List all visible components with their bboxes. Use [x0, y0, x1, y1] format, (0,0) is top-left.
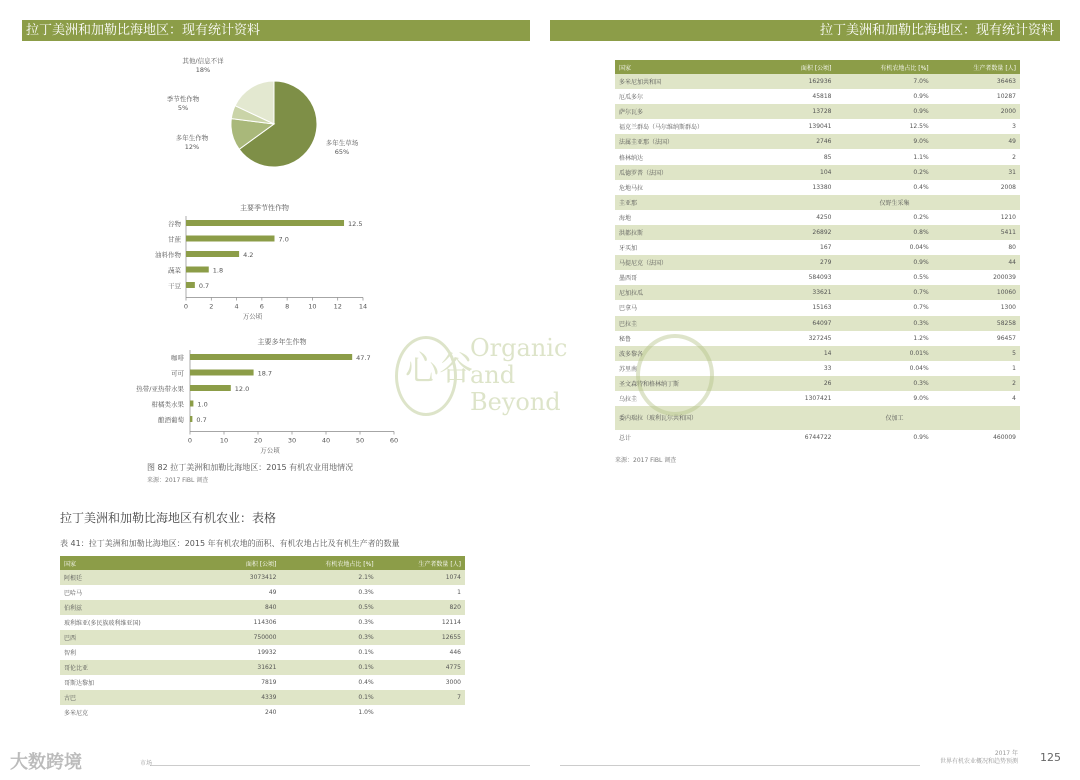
x-tick-label: 60 — [389, 436, 399, 445]
table-cell: 0.3% — [281, 585, 378, 600]
pie-slice-value: 18% — [195, 66, 211, 74]
table-cell: 1 — [933, 361, 1020, 376]
table-cell: 1300 — [933, 300, 1020, 315]
table-row — [60, 675, 465, 690]
table-row — [60, 570, 465, 585]
column-header: 有机农地占比 [%] — [281, 556, 378, 570]
table-row — [615, 74, 1020, 89]
organic-beyond-watermark — [395, 330, 590, 425]
table-cell: 0.5% — [281, 600, 378, 615]
header-title-left: 拉丁美洲和加勒比海地区：现有统计资料 — [26, 23, 261, 38]
table-cell: 1.1% — [836, 149, 933, 164]
x-tick-label: 4 — [234, 302, 239, 311]
table-cell: 伯利兹 — [60, 600, 214, 615]
x-tick-label: 2 — [209, 302, 214, 311]
table-cell: 167 — [769, 240, 836, 255]
category-label: 可可 — [171, 369, 184, 378]
table-cell: 0.9% — [836, 255, 933, 270]
table-cell — [378, 705, 465, 720]
table-cell: 13380 — [769, 180, 836, 195]
table-cell: 3 — [933, 119, 1020, 134]
column-header: 面积 [公顷] — [769, 60, 836, 74]
table-cell: 乌拉圭 — [615, 391, 769, 406]
table-cell: 萨尔瓦多 — [615, 104, 769, 119]
table-cell: 6744722 — [769, 430, 836, 445]
table-cell: 苏里南 — [615, 361, 769, 376]
table-cell: 820 — [378, 600, 465, 615]
table-left — [60, 556, 465, 720]
bar-value-label: 7.0 — [278, 235, 289, 244]
pie-slice-label: 多年生草场 — [325, 139, 359, 147]
pie-slice-value: 5% — [177, 104, 189, 112]
table-cell: 哥斯达黎加 — [60, 675, 214, 690]
table-cell: 0.2% — [836, 165, 933, 180]
table-cell: 2.1% — [281, 570, 378, 585]
table-cell: 0.04% — [836, 240, 933, 255]
table-cell: 1307421 — [769, 391, 836, 406]
table-cell: 仅野生采集 — [769, 195, 1020, 210]
table-cell: 秘鲁 — [615, 331, 769, 346]
table-cell: 5411 — [933, 225, 1020, 240]
pie-slice-label: 季节性作物 — [166, 95, 200, 103]
table-cell: 750000 — [214, 630, 281, 645]
bar — [190, 370, 254, 376]
footer-left-small: 市场 — [140, 760, 153, 767]
table-cell: 洪都拉斯 — [615, 225, 769, 240]
table-cell: 44 — [933, 255, 1020, 270]
category-label: 咖啡 — [171, 354, 184, 362]
bar-value-label: 18.7 — [257, 369, 273, 378]
table-cell: 2 — [933, 376, 1020, 391]
table-cell: 巴拉圭 — [615, 316, 769, 331]
category-label: 谷物 — [168, 220, 181, 228]
table-cell: 104 — [769, 165, 836, 180]
table-cell: 12.5% — [836, 119, 933, 134]
table-cell: 2 — [933, 149, 1020, 164]
x-tick-label: 50 — [355, 436, 365, 445]
table-cell: 200039 — [933, 270, 1020, 285]
table-cell: 3000 — [378, 675, 465, 690]
x-tick-label: 20 — [253, 436, 263, 445]
table-row — [615, 225, 1020, 240]
watermark-line-2: and — [470, 361, 516, 389]
pie-slice-label: 其他/信息不详 — [182, 57, 224, 65]
table-cell: 14 — [769, 346, 836, 361]
watermark-badge-icon — [636, 334, 714, 416]
category-label: 甘蔗 — [168, 235, 181, 244]
table-cell: 0.01% — [836, 346, 933, 361]
table-cell: 584093 — [769, 270, 836, 285]
table-cell: 巴哈马 — [60, 585, 214, 600]
table-cell: 0.1% — [281, 690, 378, 705]
table-row — [615, 134, 1020, 149]
table-cell: 圣文森特和格林纳丁斯 — [615, 376, 769, 391]
table-cell: 279 — [769, 255, 836, 270]
table-header-row — [615, 60, 1020, 74]
table-cell: 0.3% — [836, 376, 933, 391]
category-label: 干豆 — [168, 282, 181, 290]
table-cell: 58258 — [933, 316, 1020, 331]
table-row — [60, 600, 465, 615]
table-cell: 7 — [378, 690, 465, 705]
table-row — [615, 119, 1020, 134]
table-cell: 巴西 — [60, 630, 214, 645]
table-cell: 0.4% — [836, 180, 933, 195]
table-row — [60, 645, 465, 660]
table-cell: 厄瓜多尔 — [615, 89, 769, 104]
table-cell: 240 — [214, 705, 281, 720]
table-cell: 7819 — [214, 675, 281, 690]
column-header: 面积 [公顷] — [214, 556, 281, 570]
table-cell: 31621 — [214, 660, 281, 675]
bar-value-label: 1.8 — [212, 266, 224, 275]
table-row — [60, 660, 465, 675]
table-cell: 海地 — [615, 210, 769, 225]
table-row — [615, 300, 1020, 315]
footer-rule-left — [150, 765, 530, 766]
category-label: 油料作物 — [155, 251, 181, 259]
table-cell: 49 — [214, 585, 281, 600]
table-cell: 0.1% — [281, 645, 378, 660]
bar-value-label: 0.7 — [198, 282, 210, 290]
pie-slice-value: 65% — [334, 148, 350, 156]
table-cell: 福克兰群岛（马尔维纳斯群岛） — [615, 119, 769, 134]
table-row — [615, 316, 1020, 331]
table-cell: 33 — [769, 361, 836, 376]
column-header: 有机农地占比 [%] — [836, 60, 933, 74]
table-cell: 多米尼加共和国 — [615, 74, 769, 89]
table-cell: 2746 — [769, 134, 836, 149]
table-cell: 9.0% — [836, 391, 933, 406]
table-row — [60, 705, 465, 720]
footer-publication — [920, 750, 1018, 766]
table-cell: 马提尼克（法国） — [615, 255, 769, 270]
table-cell: 840 — [214, 600, 281, 615]
table-cell: 哥伦比亚 — [60, 660, 214, 675]
table-cell: 15163 — [769, 300, 836, 315]
category-label: 柑橘类水果 — [151, 400, 184, 409]
table-cell: 3073412 — [214, 570, 281, 585]
table-cell: 85 — [769, 149, 836, 164]
category-label: 热带/亚热带水果 — [136, 385, 184, 393]
table-row — [615, 89, 1020, 104]
watermark-line-1: Organic — [470, 334, 568, 362]
x-axis-label: 万公顷 — [260, 446, 280, 455]
bar — [186, 282, 195, 288]
table-cell: 仅加工 — [769, 406, 1020, 430]
category-label: 蔬菜 — [168, 266, 181, 275]
table-cell: 12114 — [378, 615, 465, 630]
bar — [186, 220, 344, 226]
table-cell: 9.0% — [836, 134, 933, 149]
table-cell: 26 — [769, 376, 836, 391]
bar-value-label: 1.0 — [197, 400, 208, 409]
table-cell: 4775 — [378, 660, 465, 675]
column-header: 生产者数量 [人] — [933, 60, 1020, 74]
table-cell: 0.9% — [836, 89, 933, 104]
table-cell: 1.2% — [836, 331, 933, 346]
table-cell: 瓜德罗普（法国） — [615, 165, 769, 180]
table-cell: 0.9% — [836, 430, 933, 445]
table-cell: 2000 — [933, 104, 1020, 119]
table-cell: 162936 — [769, 74, 836, 89]
x-tick-label: 12 — [333, 302, 342, 311]
table-cell: 法属圭亚那（法国） — [615, 134, 769, 149]
figure-source: 来源：2017 FiBL 调查 — [147, 477, 209, 484]
x-tick-label: 30 — [287, 436, 297, 445]
x-tick-label: 10 — [219, 436, 229, 445]
table-row — [615, 210, 1020, 225]
table-cell: 327245 — [769, 331, 836, 346]
table-row — [60, 630, 465, 645]
x-tick-label: 14 — [358, 302, 368, 311]
table-row — [615, 149, 1020, 164]
table-cell: 5 — [933, 346, 1020, 361]
table-cell: 1 — [378, 585, 465, 600]
bar — [186, 236, 275, 242]
bar — [186, 251, 239, 257]
x-tick-label: 6 — [259, 302, 264, 311]
table-caption: 表 41：拉丁美洲和加勒比海地区：2015 年有机农地的面积、有机农地占比及有机生产者的数量 — [60, 539, 400, 548]
table-cell: 4250 — [769, 210, 836, 225]
chart-title: 主要季节性作物 — [240, 204, 289, 212]
table-cell: 19932 — [214, 645, 281, 660]
watermark-logo-glyph: 心谷 — [405, 349, 473, 389]
table-row — [615, 195, 1020, 210]
table-row — [615, 285, 1020, 300]
table-row — [615, 240, 1020, 255]
bar-value-label: 12.0 — [234, 385, 250, 393]
table-header-row — [60, 556, 465, 570]
column-header: 国家 — [60, 556, 214, 570]
table-cell: 1.0% — [281, 705, 378, 720]
category-label: 酿酒葡萄 — [158, 416, 184, 424]
column-header: 生产者数量 [人] — [378, 556, 465, 570]
column-header: 国家 — [615, 60, 769, 74]
x-tick-label: 10 — [308, 302, 317, 311]
bar — [186, 267, 209, 273]
footer-year: 2017 年 — [994, 750, 1018, 757]
x-tick-label: 40 — [321, 436, 331, 445]
table-cell: 10060 — [933, 285, 1020, 300]
x-tick-label: 0 — [187, 436, 193, 445]
bar — [190, 354, 352, 360]
x-axis-label: 万公顷 — [242, 312, 263, 321]
table-row — [615, 255, 1020, 270]
table-row — [60, 585, 465, 600]
table-row — [615, 180, 1020, 195]
table-cell: 格林纳达 — [615, 149, 769, 164]
table-cell: 0.1% — [281, 660, 378, 675]
table-cell: 0.04% — [836, 361, 933, 376]
table-cell: 13728 — [769, 104, 836, 119]
table-cell: 0.3% — [281, 615, 378, 630]
table-cell: 委内瑞拉（玻利瓦尔共和国） — [615, 406, 769, 430]
table-cell: 0.7% — [836, 300, 933, 315]
header-bar-right — [550, 20, 1060, 41]
x-tick-label: 8 — [285, 302, 290, 311]
table-cell: 0.4% — [281, 675, 378, 690]
table-cell: 7.0% — [836, 74, 933, 89]
bar-value-label: 12.5 — [348, 220, 363, 228]
table-cell: 33621 — [769, 285, 836, 300]
table-cell: 玻利维亚(多民族玻利维亚国) — [60, 615, 214, 630]
table-cell: 牙买加 — [615, 240, 769, 255]
table-cell: 64097 — [769, 316, 836, 331]
table-cell: 0.5% — [836, 270, 933, 285]
table-row — [615, 104, 1020, 119]
table-cell: 1074 — [378, 570, 465, 585]
table-cell: 26892 — [769, 225, 836, 240]
table-cell: 墨西哥 — [615, 270, 769, 285]
footer-rule-right — [560, 765, 920, 766]
table-cell: 波多黎各 — [615, 346, 769, 361]
table-cell: 总计 — [615, 430, 769, 445]
table-cell: 尼加拉瓜 — [615, 285, 769, 300]
pie-slice-label: 多年生作物 — [175, 134, 209, 142]
table-cell: 巴拿马 — [615, 300, 769, 315]
table-cell: 12655 — [378, 630, 465, 645]
table-cell: 446 — [378, 645, 465, 660]
table-cell: 0.3% — [836, 316, 933, 331]
table-cell: 0.3% — [281, 630, 378, 645]
table-cell: 0.9% — [836, 104, 933, 119]
table-row — [615, 270, 1020, 285]
bar — [190, 401, 193, 407]
table-cell: 阿根廷 — [60, 570, 214, 585]
table-cell: 45818 — [769, 89, 836, 104]
table-cell: 1210 — [933, 210, 1020, 225]
table-cell: 0.2% — [836, 210, 933, 225]
bar-value-label: 47.7 — [356, 354, 371, 362]
table-cell: 80 — [933, 240, 1020, 255]
watermark-line-3: Beyond — [470, 388, 561, 416]
table-cell: 0.7% — [836, 285, 933, 300]
table-cell: 460009 — [933, 430, 1020, 445]
table-cell: 古巴 — [60, 690, 214, 705]
table-cell: 0.8% — [836, 225, 933, 240]
chart-title: 主要多年生作物 — [257, 338, 307, 346]
header-title-right: 拉丁美洲和加勒比海地区：现有统计资料 — [819, 23, 1054, 38]
table-source: 来源：2017 FiBL 调查 — [615, 457, 677, 464]
table-cell: 49 — [933, 134, 1020, 149]
table-cell: 4339 — [214, 690, 281, 705]
table-cell: 31 — [933, 165, 1020, 180]
table-cell: 圭亚那 — [615, 195, 769, 210]
bar-value-label: 0.7 — [196, 416, 207, 424]
footer-brand: 大数跨境 — [10, 752, 82, 773]
bar — [190, 385, 231, 391]
bar-value-label: 4.2 — [243, 251, 254, 259]
table-row — [60, 690, 465, 705]
pie-slice-value: 12% — [184, 143, 200, 151]
table-row — [60, 615, 465, 630]
watermark-text — [470, 335, 567, 416]
page-number: 125 — [1040, 751, 1061, 764]
table-cell: 10287 — [933, 89, 1020, 104]
table-cell: 危地马拉 — [615, 180, 769, 195]
table-row — [615, 165, 1020, 180]
table-cell: 96457 — [933, 331, 1020, 346]
x-tick-label: 0 — [183, 302, 189, 311]
table-cell: 智利 — [60, 645, 214, 660]
table-cell: 4 — [933, 391, 1020, 406]
figure-caption: 图 82 拉丁美洲和加勒比海地区：2015 有机农业用地情况 — [147, 463, 354, 472]
bar — [190, 416, 192, 422]
table-cell: 36463 — [933, 74, 1020, 89]
section-title: 拉丁美洲和加勒比海地区有机农业：表格 — [60, 511, 277, 525]
table-cell: 139041 — [769, 119, 836, 134]
table-row — [615, 430, 1020, 445]
table-cell: 2008 — [933, 180, 1020, 195]
table-cell: 多米尼克 — [60, 705, 214, 720]
table-cell: 114306 — [214, 615, 281, 630]
footer-book-title: 世界有机农业概况和趋势预测 — [939, 758, 1018, 765]
